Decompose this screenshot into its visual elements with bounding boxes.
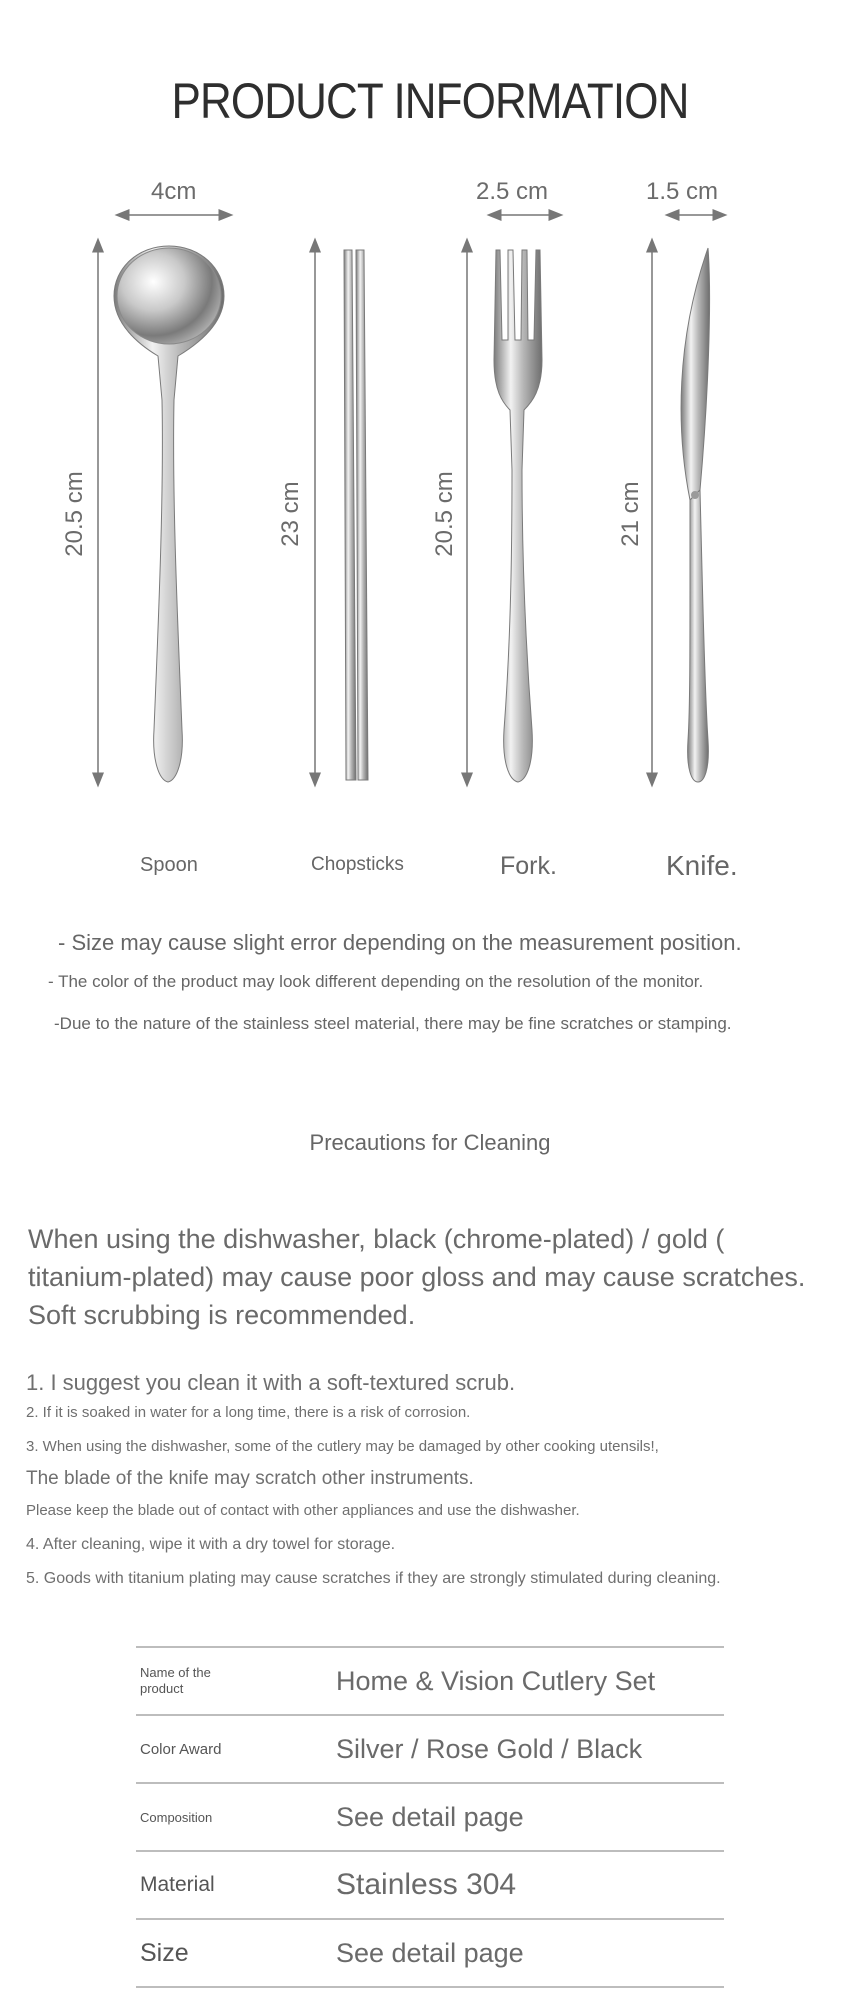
cutlery-illustration bbox=[0, 170, 860, 810]
spec-label: Color Award bbox=[140, 1740, 222, 1758]
chopsticks-length-label: 23 cm bbox=[277, 481, 304, 547]
note-item: -Due to the nature of the stainless steel material, there may be fine scratches or stamping. bbox=[54, 1014, 732, 1033]
cleaning-heading: Precautions for Cleaning bbox=[309, 1130, 551, 1155]
cleaning-step: 2. If it is soaked in water for a long time, there is a risk of corrosion. bbox=[26, 1404, 471, 1421]
knife-name: Knife. bbox=[666, 850, 738, 881]
knife-shape bbox=[681, 248, 709, 782]
dishwasher-warning: When using the dishwasher, black (chrome-plated) / gold ( titanium-plated) may cause poor gloss and may cause scratches. Soft scrubbing is recommended. bbox=[28, 1224, 806, 1330]
spoon-name: Spoon bbox=[140, 854, 198, 876]
note-item: - The color of the product may look different depending on the resolution of the monitor. bbox=[48, 972, 704, 991]
cleaning-step: Please keep the blade out of contact with other appliances and use the dishwasher. bbox=[26, 1502, 580, 1519]
cleaning-step: 3. When using the dishwasher, some of the cutlery may be damaged by other cooking utensils!, bbox=[26, 1438, 659, 1455]
table-row bbox=[136, 1715, 724, 1783]
spec-value: See detail page bbox=[336, 1801, 524, 1832]
spec-label: Name of the product bbox=[140, 1665, 211, 1696]
knife-length-label: 21 cm bbox=[617, 481, 644, 547]
spec-value: Stainless 304 bbox=[336, 1868, 517, 1901]
table-row bbox=[136, 1919, 724, 1987]
fork-name: Fork. bbox=[500, 852, 557, 880]
table-row bbox=[136, 1783, 724, 1851]
spec-table bbox=[136, 1646, 724, 1988]
fork-length-label: 20.5 cm bbox=[431, 471, 458, 557]
spec-value: Silver / Rose Gold / Black bbox=[336, 1733, 643, 1764]
spec-value: See detail page bbox=[336, 1937, 524, 1968]
cleaning-step: 4. After cleaning, wipe it with a dry towel for storage. bbox=[26, 1536, 396, 1553]
chopsticks-shape bbox=[344, 250, 368, 780]
spoon-shape bbox=[114, 246, 224, 782]
fork-shape bbox=[494, 250, 542, 782]
knife-width-label: 1.5 cm bbox=[646, 178, 719, 205]
table-row bbox=[136, 1647, 724, 1715]
spoon-width-label: 4cm bbox=[151, 178, 197, 205]
spec-label: Size bbox=[140, 1938, 189, 1967]
note-item: - Size may cause slight error depending on the measurement position. bbox=[58, 930, 742, 955]
cleaning-step: The blade of the knife may scratch other instruments. bbox=[26, 1468, 474, 1489]
chopsticks-name: Chopsticks bbox=[311, 854, 404, 875]
spec-label: Composition bbox=[140, 1809, 213, 1825]
cleaning-step: 5. Goods with titanium plating may cause scratches if they are strongly stimulated during cleaning. bbox=[26, 1570, 721, 1587]
page-title: PRODUCT INFORMATION bbox=[171, 73, 689, 129]
spec-value: Home & Vision Cutlery Set bbox=[336, 1665, 656, 1696]
fork-width-label: 2.5 cm bbox=[476, 178, 549, 205]
spec-label: Material bbox=[140, 1873, 215, 1896]
table-row bbox=[136, 1851, 724, 1919]
spoon-length-label: 20.5 cm bbox=[61, 471, 88, 557]
cleaning-step: 1. I suggest you clean it with a soft-textured scrub. bbox=[26, 1370, 516, 1395]
